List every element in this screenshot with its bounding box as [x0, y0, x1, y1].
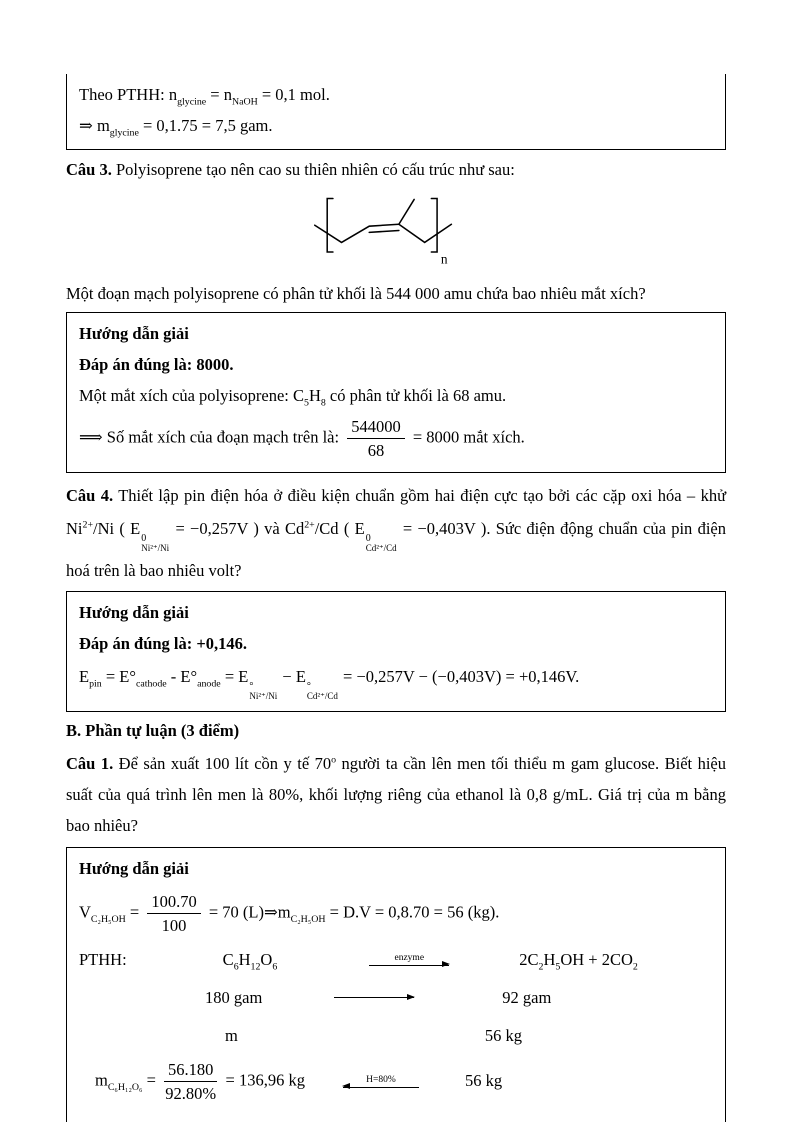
cau1-label: Câu 1. [66, 753, 114, 773]
right-arrow-icon [334, 997, 414, 998]
document-content [66, 74, 726, 1122]
cau3-solution-answer: Đáp án đúng là: 8000. [79, 355, 234, 374]
yield-arrow-label: H=80% [366, 1075, 396, 1086]
glucose-mass-equation: $m_{C_6H_{12}O_6}$ = $\frac{56.180}{92.80\%}$ = 136,96 kg [95, 1059, 305, 1103]
pthh-label: PTHH: [79, 949, 127, 969]
cau1-solution-heading: Hướng dẫn giải [79, 858, 189, 878]
cau3-label: Câu 3. [66, 160, 112, 179]
cau1-volume-equation: $V_{C_2H_5OH}$ = $\frac{100.70}{100}$ = 70 $(L)\Rightarrow m_{C_2H_5OH} = D.V = 0,8.70 = 56$ (kg). [79, 891, 500, 936]
methyl-branch [399, 199, 414, 224]
cau4-solution-equation: $E_{pin} = E^\circ_{cathode} - E^\circ_{anode} = E$ ° Ni²⁺/Ni − E ° Cd²⁺/Cd = −0,257V − (−0,403V) = +0,146V. [79, 666, 580, 701]
right-bracket [431, 198, 437, 252]
section-b-title: B. Phần tự luận (3 điểm) [66, 720, 240, 740]
solution-box-cau3 [66, 312, 726, 473]
unknown-right: 56 kg [484, 1025, 522, 1045]
cau4-question-text: Thiết lập pin điện hóa ở điều kiện chuẩn gồm hai điện cực tạo bởi các cặp oxi hóa – khử $Ni^{2+}/Ni$ ( E 0 Ni²⁺/Ni = −0,257V ) và $Cd^{2+}/Cd$ ( E 0 Cd²⁺/Cd = −0,403V ). Sức điện động chuẩn của pin điện hoá trên là bao nhiêu volt? [66, 485, 727, 580]
cau3-solution-line1: Một mắt xích của polyisoprene: $C_5H_8$ có phân tử khối là 68 amu. [79, 386, 507, 409]
pthh-reactant: $C_6H_{12}O_6$ [222, 949, 278, 972]
glycine-line-2: ⇒ $m_{glycine} = 0,1.75 = 7,5$ gam. [79, 116, 273, 139]
solution-box-cau4 [66, 591, 726, 712]
yield-arrow [343, 1075, 419, 1087]
cau1-question-text: Để sản xuất 100 lít cồn y tế 70$^o$ người ta cần lên men tối thiểu m gam glucose. Biết hiệu suất của quá trình lên men là 80%, khối lượng riêng của ethanol là 0,8 g/mL. Giá trị của m bằng bao nhiêu? [66, 753, 726, 835]
solution-box-cau1 [66, 847, 726, 1122]
cau3-question: Một đoạn mạch polyisoprene có phân tử khối là 544 000 amu chứa bao nhiêu mắt xích? [66, 284, 646, 303]
cau4-question [66, 479, 726, 587]
solution-box-glycine [66, 74, 726, 150]
cau4-label: Câu 4. [66, 485, 114, 505]
cau4-solution-heading: Hướng dẫn giải [79, 602, 189, 622]
glycine-line-1: Theo PTHH: $n_{glycine} = n_{NaOH} = 0,1$ mol. [79, 85, 330, 108]
unknown-left: m [225, 1025, 238, 1045]
cau4-solution-answer: Đáp án đúng là: +0,146. [79, 633, 248, 653]
unknown-row [79, 1021, 713, 1051]
cau3-intro-text: Polyisoprene tạo nên cao su thiên nhiên có cấu trúc như sau: [111, 160, 515, 179]
mass-right: 92 gam [502, 987, 552, 1007]
right-arrow-icon [369, 965, 449, 966]
left-bracket [327, 198, 333, 252]
repeat-unit-subscript: n [440, 251, 448, 267]
chain-right [399, 224, 452, 242]
cau1-question [66, 748, 726, 841]
final-mass-row [79, 1059, 713, 1105]
cau3-intro [66, 156, 726, 184]
double-bond-second-line [369, 230, 399, 232]
pthh-row [79, 945, 713, 975]
cau3-solution-line2: ⟹ Số mắt xích của đoạn mạch trên là: $\frac{544000}{68}$ = 8000 mắt xích. [79, 417, 525, 461]
left-arrow-icon [343, 1087, 419, 1088]
final-mass-right: 56 kg [464, 1071, 503, 1091]
pthh-product: $2C_2H_5OH + 2CO_2$ [519, 949, 638, 972]
cau3-solution-heading: Hướng dẫn giải [79, 324, 189, 343]
enzyme-arrow [369, 953, 449, 965]
polyisoprene-diagram-wrap [66, 187, 726, 278]
mass-left: 180 gam [205, 987, 263, 1007]
enzyme-arrow-label: enzyme [394, 953, 425, 964]
polyisoprene-structure-diagram [271, 187, 521, 273]
mass-row [79, 983, 713, 1013]
